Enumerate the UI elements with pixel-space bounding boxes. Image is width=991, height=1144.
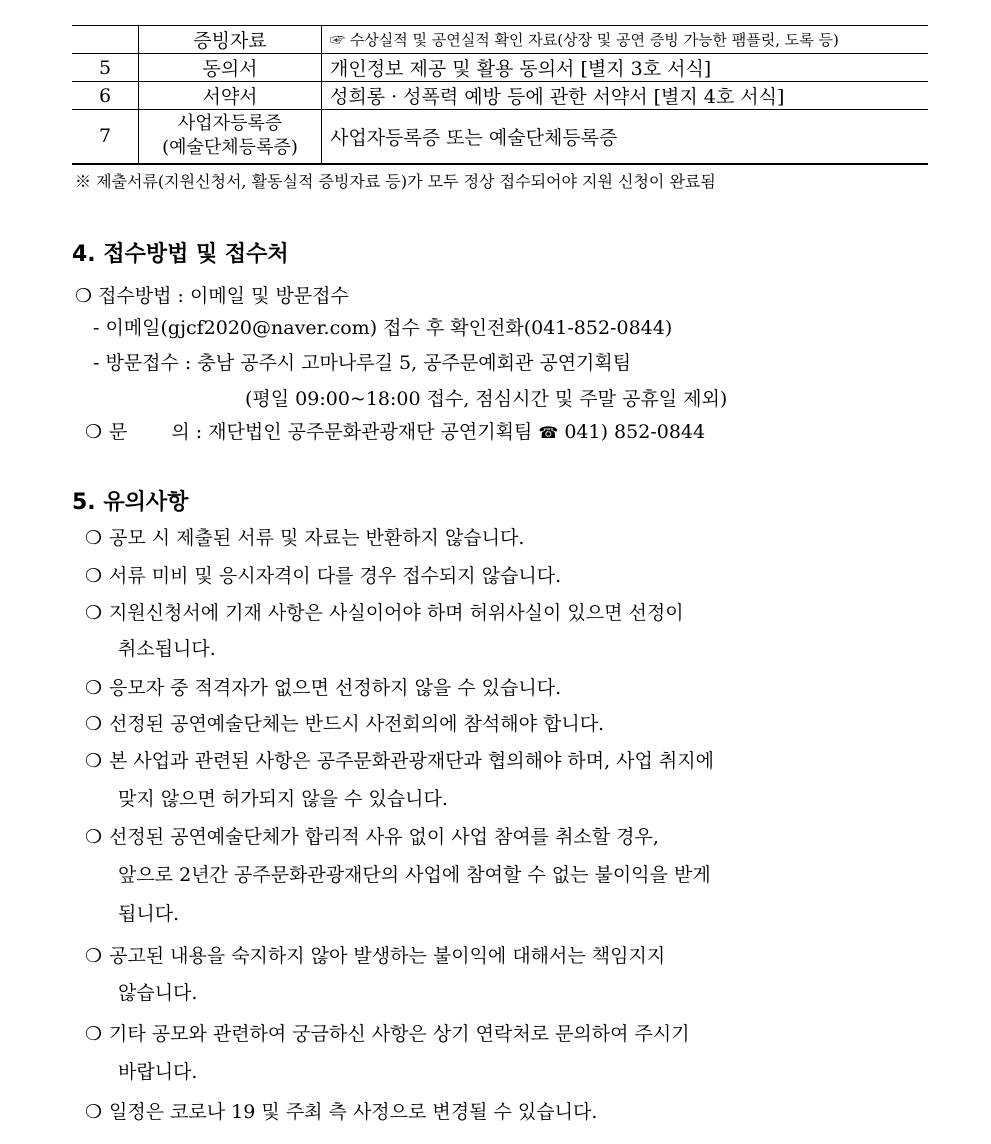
notice-item [85, 523, 524, 550]
table-row [72, 110, 928, 164]
document-description: ☞ 수상실적 및 공연실적 확인 자료(상장 및 공연 증빙 가능한 팸플릿, 도록 등) [322, 26, 929, 54]
notice-item [85, 561, 561, 588]
bullet-icon: ❍ [85, 945, 103, 967]
row-number: 6 [72, 82, 139, 110]
table-row [72, 54, 928, 82]
inquiry-text: : 재단법인 공주문화관광재단 공연기획팀 [195, 421, 533, 443]
document-name: 서약서 [139, 82, 322, 110]
notice-text: 선정된 공연예술단체가 합리적 사유 없이 사업 참여를 취소할 경우, [109, 826, 659, 848]
submission-documents-table [72, 25, 928, 165]
notice-text: 일정은 코로나 19 및 주최 측 사정으로 변경될 수 있습니다. [109, 1101, 598, 1123]
notice-text: 지원신청서에 기재 사항은 사실이어야 하며 허위사실이 있으면 선정이 [109, 602, 684, 624]
notice-text: 기타 공모와 관련하여 궁금하신 사항은 상기 연락처로 문의하여 주시기 [109, 1023, 690, 1045]
notice-item [85, 1019, 690, 1046]
notice-item [85, 598, 684, 625]
hours-line: (평일 09:00~18:00 접수, 점심시간 및 주말 공휴일 제외) [245, 388, 728, 410]
bullet-icon: ❍ [85, 421, 103, 443]
bullet-icon: ❍ [85, 1101, 103, 1123]
inquiry-label-2: 의 [171, 421, 190, 443]
document-name-alt: (예술단체등록증) [162, 137, 298, 159]
bullet-icon: ❍ [85, 713, 103, 735]
notice-text-cont: 않습니다. [118, 982, 198, 1004]
notice-item [85, 1097, 597, 1124]
row-number: 7 [72, 110, 139, 164]
bullet-icon: ❍ [85, 602, 103, 624]
section-4-heading: 4. 접수방법 및 접수처 [72, 242, 289, 267]
bullet-icon: ❍ [85, 527, 103, 549]
bullet-icon: ❍ [85, 750, 103, 772]
document-name: 동의서 [139, 54, 322, 82]
inquiry-label-1: 문 [109, 421, 128, 443]
table-row [72, 26, 928, 54]
notice-text: 선정된 공연예술단체는 반드시 사전회의에 참석해야 합니다. [109, 713, 605, 735]
row-number [72, 26, 139, 54]
email-line: - 이메일(gjcf2020@naver.com) 접수 후 확인전화(041-852-0844) [93, 317, 673, 339]
phone-number: 041) 852-0844 [564, 421, 706, 443]
table-row [72, 82, 928, 110]
notice-item [85, 673, 561, 700]
bullet-icon: ❍ [85, 565, 103, 587]
document-name: 증빙자료 [139, 26, 322, 54]
notice-text-cont: 맞지 않으면 허가되지 않을 수 있습니다. [118, 788, 448, 810]
row-number: 5 [72, 54, 139, 82]
notice-text-cont: 앞으로 2년간 공주문화관광재단의 사업에 참여할 수 없는 불이익을 받게 [118, 864, 711, 886]
bullet-icon: ❍ [85, 826, 103, 848]
notice-item [85, 941, 665, 968]
notice-item [85, 709, 604, 736]
document-description: 성희롱 · 성폭력 예방 등에 관한 서약서 [별지 4호 서식] [322, 82, 929, 110]
table-footnote: ※ 제출서류(지원신청서, 활동실적 증빙자료 등)가 모두 정상 접수되어야 지원 신청이 완료됨 [75, 172, 716, 191]
notice-text: 공모 시 제출된 서류 및 자료는 반환하지 않습니다. [109, 527, 525, 549]
bullet-icon: ❍ [85, 1023, 103, 1045]
notice-text-cont: 취소됩니다. [118, 638, 216, 660]
notice-text-cont: 됩니다. [118, 903, 180, 925]
bullet-icon: ❍ [85, 677, 103, 699]
document-description: 개인정보 제공 및 활용 동의서 [별지 3호 서식] [322, 54, 929, 82]
visit-line: - 방문접수 : 충남 공주시 고마나루길 5, 공주문예회관 공연기획팀 [93, 352, 632, 374]
section-5-heading: 5. 유의사항 [72, 490, 189, 515]
notice-text: 본 사업과 관련된 사항은 공주문화관광재단과 협의해야 하며, 사업 취지에 [109, 750, 714, 772]
document-name: 사업자등록증 [177, 113, 283, 135]
document-description: 사업자등록증 또는 예술단체등록증 [322, 110, 929, 164]
notice-text: 서류 미비 및 응시자격이 다를 경우 접수되지 않습니다. [109, 565, 562, 587]
notice-text-cont: 바랍니다. [118, 1061, 198, 1083]
notice-text: 공고된 내용을 숙지하지 않아 발생하는 불이익에 대해서는 책임지지 [109, 945, 666, 967]
notice-item [85, 746, 714, 773]
document-name-cell [139, 110, 322, 164]
notice-item [85, 822, 659, 849]
method-line: ❍ 접수방법 : 이메일 및 방문접수 [75, 285, 349, 307]
inquiry-line [85, 417, 705, 444]
notice-text: 응모자 중 적격자가 없으면 선정하지 않을 수 있습니다. [109, 677, 562, 699]
phone-icon: ☎ [538, 423, 559, 442]
